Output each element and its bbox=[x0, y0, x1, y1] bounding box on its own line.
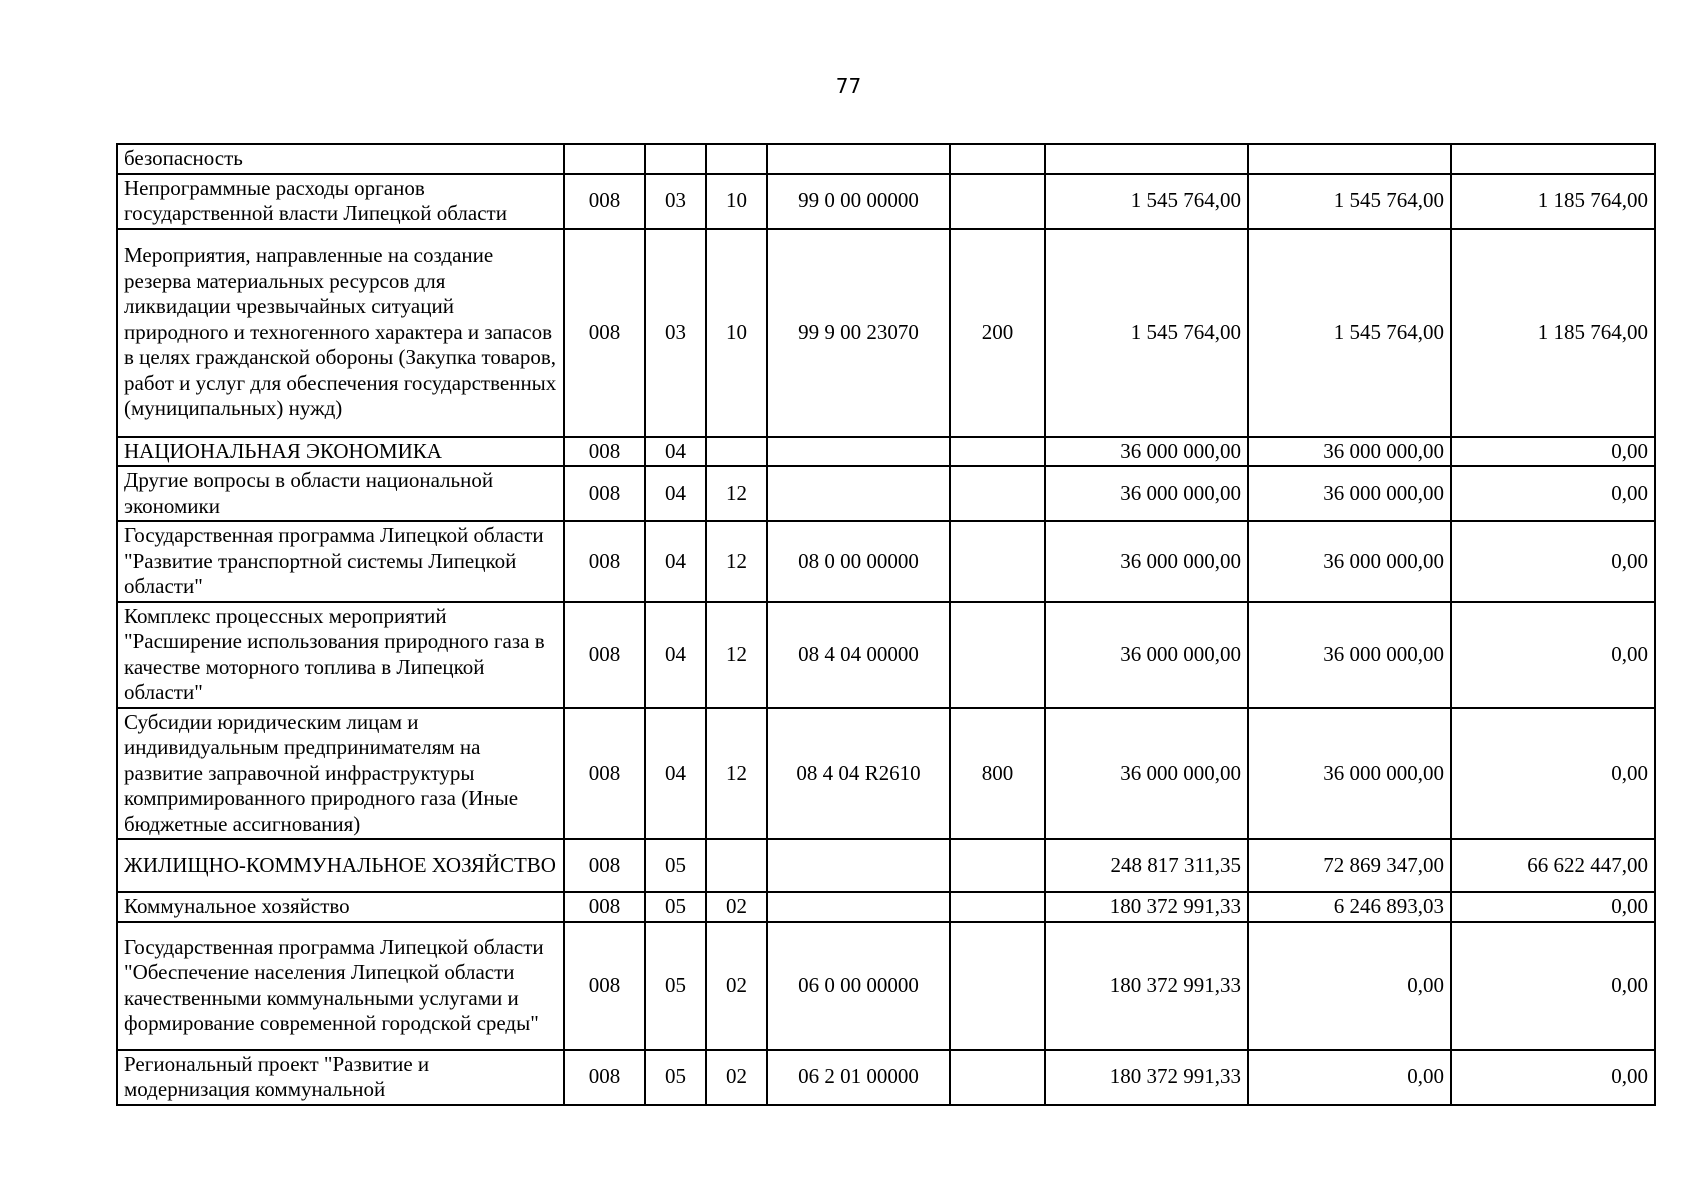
section-code-cell: 04 bbox=[645, 708, 706, 840]
ministry-code-cell: 008 bbox=[564, 229, 645, 437]
table-row bbox=[117, 521, 1655, 602]
amount-year3-cell: 0,00 bbox=[1451, 521, 1655, 602]
subsection-code-cell bbox=[706, 839, 767, 892]
target-article-cell bbox=[767, 466, 950, 521]
row-name-cell: НАЦИОНАЛЬНАЯ ЭКОНОМИКА bbox=[117, 437, 564, 467]
expense-type-cell bbox=[950, 1050, 1045, 1105]
amount-year1-cell: 180 372 991,33 bbox=[1045, 1050, 1248, 1105]
expense-type-cell bbox=[950, 839, 1045, 892]
section-code-cell: 04 bbox=[645, 521, 706, 602]
subsection-code-cell bbox=[706, 144, 767, 174]
expense-type-cell bbox=[950, 174, 1045, 229]
section-code-cell: 05 bbox=[645, 922, 706, 1050]
subsection-code-cell: 02 bbox=[706, 892, 767, 922]
amount-year1-cell: 36 000 000,00 bbox=[1045, 708, 1248, 840]
target-article-cell: 99 9 00 23070 bbox=[767, 229, 950, 437]
amount-year2-cell: 1 545 764,00 bbox=[1248, 174, 1451, 229]
subsection-code-cell: 12 bbox=[706, 602, 767, 708]
amount-year1-cell: 1 545 764,00 bbox=[1045, 174, 1248, 229]
target-article-cell bbox=[767, 437, 950, 467]
amount-year1-cell: 180 372 991,33 bbox=[1045, 922, 1248, 1050]
target-article-cell: 06 0 00 00000 bbox=[767, 922, 950, 1050]
ministry-code-cell: 008 bbox=[564, 1050, 645, 1105]
row-name-cell: Непрограммные расходы органов государственной власти Липецкой области bbox=[117, 174, 564, 229]
amount-year1-cell: 36 000 000,00 bbox=[1045, 437, 1248, 467]
row-name-cell: Региональный проект "Развитие и модернизация коммунальной bbox=[117, 1050, 564, 1105]
amount-year1-cell: 36 000 000,00 bbox=[1045, 466, 1248, 521]
expense-type-cell bbox=[950, 521, 1045, 602]
table-row bbox=[117, 144, 1655, 174]
subsection-code-cell: 12 bbox=[706, 708, 767, 840]
amount-year3-cell: 0,00 bbox=[1451, 892, 1655, 922]
table-row bbox=[117, 1050, 1655, 1105]
target-article-cell: 06 2 01 00000 bbox=[767, 1050, 950, 1105]
amount-year2-cell: 72 869 347,00 bbox=[1248, 839, 1451, 892]
section-code-cell: 05 bbox=[645, 839, 706, 892]
target-article-cell: 99 0 00 00000 bbox=[767, 174, 950, 229]
table-row bbox=[117, 466, 1655, 521]
subsection-code-cell: 12 bbox=[706, 521, 767, 602]
expense-type-cell bbox=[950, 892, 1045, 922]
expense-type-cell: 800 bbox=[950, 708, 1045, 840]
amount-year3-cell: 1 185 764,00 bbox=[1451, 229, 1655, 437]
target-article-cell: 08 4 04 R2610 bbox=[767, 708, 950, 840]
ministry-code-cell: 008 bbox=[564, 437, 645, 467]
amount-year1-cell bbox=[1045, 144, 1248, 174]
table-row bbox=[117, 892, 1655, 922]
table-row bbox=[117, 174, 1655, 229]
section-code-cell bbox=[645, 144, 706, 174]
amount-year2-cell: 0,00 bbox=[1248, 922, 1451, 1050]
row-name-cell: Государственная программа Липецкой области "Развитие транспортной системы Липецкой области" bbox=[117, 521, 564, 602]
row-name-cell: Комплекс процессных мероприятий "Расширение использования природного газа в качестве моторного топлива в Липецкой области" bbox=[117, 602, 564, 708]
amount-year2-cell: 36 000 000,00 bbox=[1248, 708, 1451, 840]
subsection-code-cell: 02 bbox=[706, 922, 767, 1050]
target-article-cell: 08 0 00 00000 bbox=[767, 521, 950, 602]
table-row bbox=[117, 708, 1655, 840]
amount-year3-cell: 0,00 bbox=[1451, 708, 1655, 840]
budget-table bbox=[116, 143, 1656, 1106]
ministry-code-cell: 008 bbox=[564, 466, 645, 521]
section-code-cell: 05 bbox=[645, 892, 706, 922]
section-code-cell: 05 bbox=[645, 1050, 706, 1105]
row-name-cell: Коммунальное хозяйство bbox=[117, 892, 564, 922]
ministry-code-cell: 008 bbox=[564, 839, 645, 892]
amount-year1-cell: 180 372 991,33 bbox=[1045, 892, 1248, 922]
amount-year2-cell: 0,00 bbox=[1248, 1050, 1451, 1105]
row-name-cell: Государственная программа Липецкой области "Обеспечение населения Липецкой области качественными коммунальными услугами и формирование современной городской среды" bbox=[117, 922, 564, 1050]
amount-year2-cell: 36 000 000,00 bbox=[1248, 521, 1451, 602]
page-number: 77 bbox=[835, 74, 862, 98]
amount-year1-cell: 36 000 000,00 bbox=[1045, 521, 1248, 602]
amount-year2-cell: 36 000 000,00 bbox=[1248, 602, 1451, 708]
target-article-cell: 08 4 04 00000 bbox=[767, 602, 950, 708]
target-article-cell bbox=[767, 144, 950, 174]
amount-year3-cell: 0,00 bbox=[1451, 437, 1655, 467]
section-code-cell: 03 bbox=[645, 174, 706, 229]
amount-year2-cell: 6 246 893,03 bbox=[1248, 892, 1451, 922]
section-code-cell: 03 bbox=[645, 229, 706, 437]
amount-year2-cell: 36 000 000,00 bbox=[1248, 437, 1451, 467]
amount-year1-cell: 248 817 311,35 bbox=[1045, 839, 1248, 892]
budget-table-body bbox=[117, 144, 1655, 1105]
amount-year3-cell: 0,00 bbox=[1451, 1050, 1655, 1105]
subsection-code-cell: 02 bbox=[706, 1050, 767, 1105]
row-name-cell: Мероприятия, направленные на создание резерва материальных ресурсов для ликвидации чрезвычайных ситуаций природного и техногенного характера и запасов в целях гражданской обороны (Закупка товаров, работ и услуг для обеспечения государственных (муниципальных) нужд) bbox=[117, 229, 564, 437]
section-code-cell: 04 bbox=[645, 466, 706, 521]
table-row bbox=[117, 437, 1655, 467]
expense-type-cell bbox=[950, 144, 1045, 174]
section-code-cell: 04 bbox=[645, 437, 706, 467]
ministry-code-cell: 008 bbox=[564, 521, 645, 602]
subsection-code-cell: 10 bbox=[706, 174, 767, 229]
ministry-code-cell: 008 bbox=[564, 892, 645, 922]
subsection-code-cell: 12 bbox=[706, 466, 767, 521]
amount-year2-cell bbox=[1248, 144, 1451, 174]
ministry-code-cell bbox=[564, 144, 645, 174]
row-name-cell: Другие вопросы в области национальной экономики bbox=[117, 466, 564, 521]
ministry-code-cell: 008 bbox=[564, 922, 645, 1050]
row-name-cell: безопасность bbox=[117, 144, 564, 174]
subsection-code-cell bbox=[706, 437, 767, 467]
ministry-code-cell: 008 bbox=[564, 602, 645, 708]
amount-year3-cell: 0,00 bbox=[1451, 602, 1655, 708]
section-code-cell: 04 bbox=[645, 602, 706, 708]
amount-year3-cell: 0,00 bbox=[1451, 922, 1655, 1050]
expense-type-cell bbox=[950, 466, 1045, 521]
ministry-code-cell: 008 bbox=[564, 708, 645, 840]
ministry-code-cell: 008 bbox=[564, 174, 645, 229]
row-name-cell: Субсидии юридическим лицам и индивидуальным предпринимателям на развитие заправочной инфраструктуры компримированного природного газа (Иные бюджетные ассигнования) bbox=[117, 708, 564, 840]
amount-year3-cell: 66 622 447,00 bbox=[1451, 839, 1655, 892]
amount-year3-cell bbox=[1451, 144, 1655, 174]
amount-year1-cell: 1 545 764,00 bbox=[1045, 229, 1248, 437]
expense-type-cell bbox=[950, 922, 1045, 1050]
amount-year2-cell: 36 000 000,00 bbox=[1248, 466, 1451, 521]
subsection-code-cell: 10 bbox=[706, 229, 767, 437]
target-article-cell bbox=[767, 892, 950, 922]
target-article-cell bbox=[767, 839, 950, 892]
expense-type-cell: 200 bbox=[950, 229, 1045, 437]
table-row bbox=[117, 839, 1655, 892]
expense-type-cell bbox=[950, 437, 1045, 467]
amount-year1-cell: 36 000 000,00 bbox=[1045, 602, 1248, 708]
amount-year3-cell: 1 185 764,00 bbox=[1451, 174, 1655, 229]
amount-year2-cell: 1 545 764,00 bbox=[1248, 229, 1451, 437]
row-name-cell: ЖИЛИЩНО-КОММУНАЛЬНОЕ ХОЗЯЙСТВО bbox=[117, 839, 564, 892]
expense-type-cell bbox=[950, 602, 1045, 708]
amount-year3-cell: 0,00 bbox=[1451, 466, 1655, 521]
table-row bbox=[117, 922, 1655, 1050]
table-row bbox=[117, 602, 1655, 708]
table-row bbox=[117, 229, 1655, 437]
